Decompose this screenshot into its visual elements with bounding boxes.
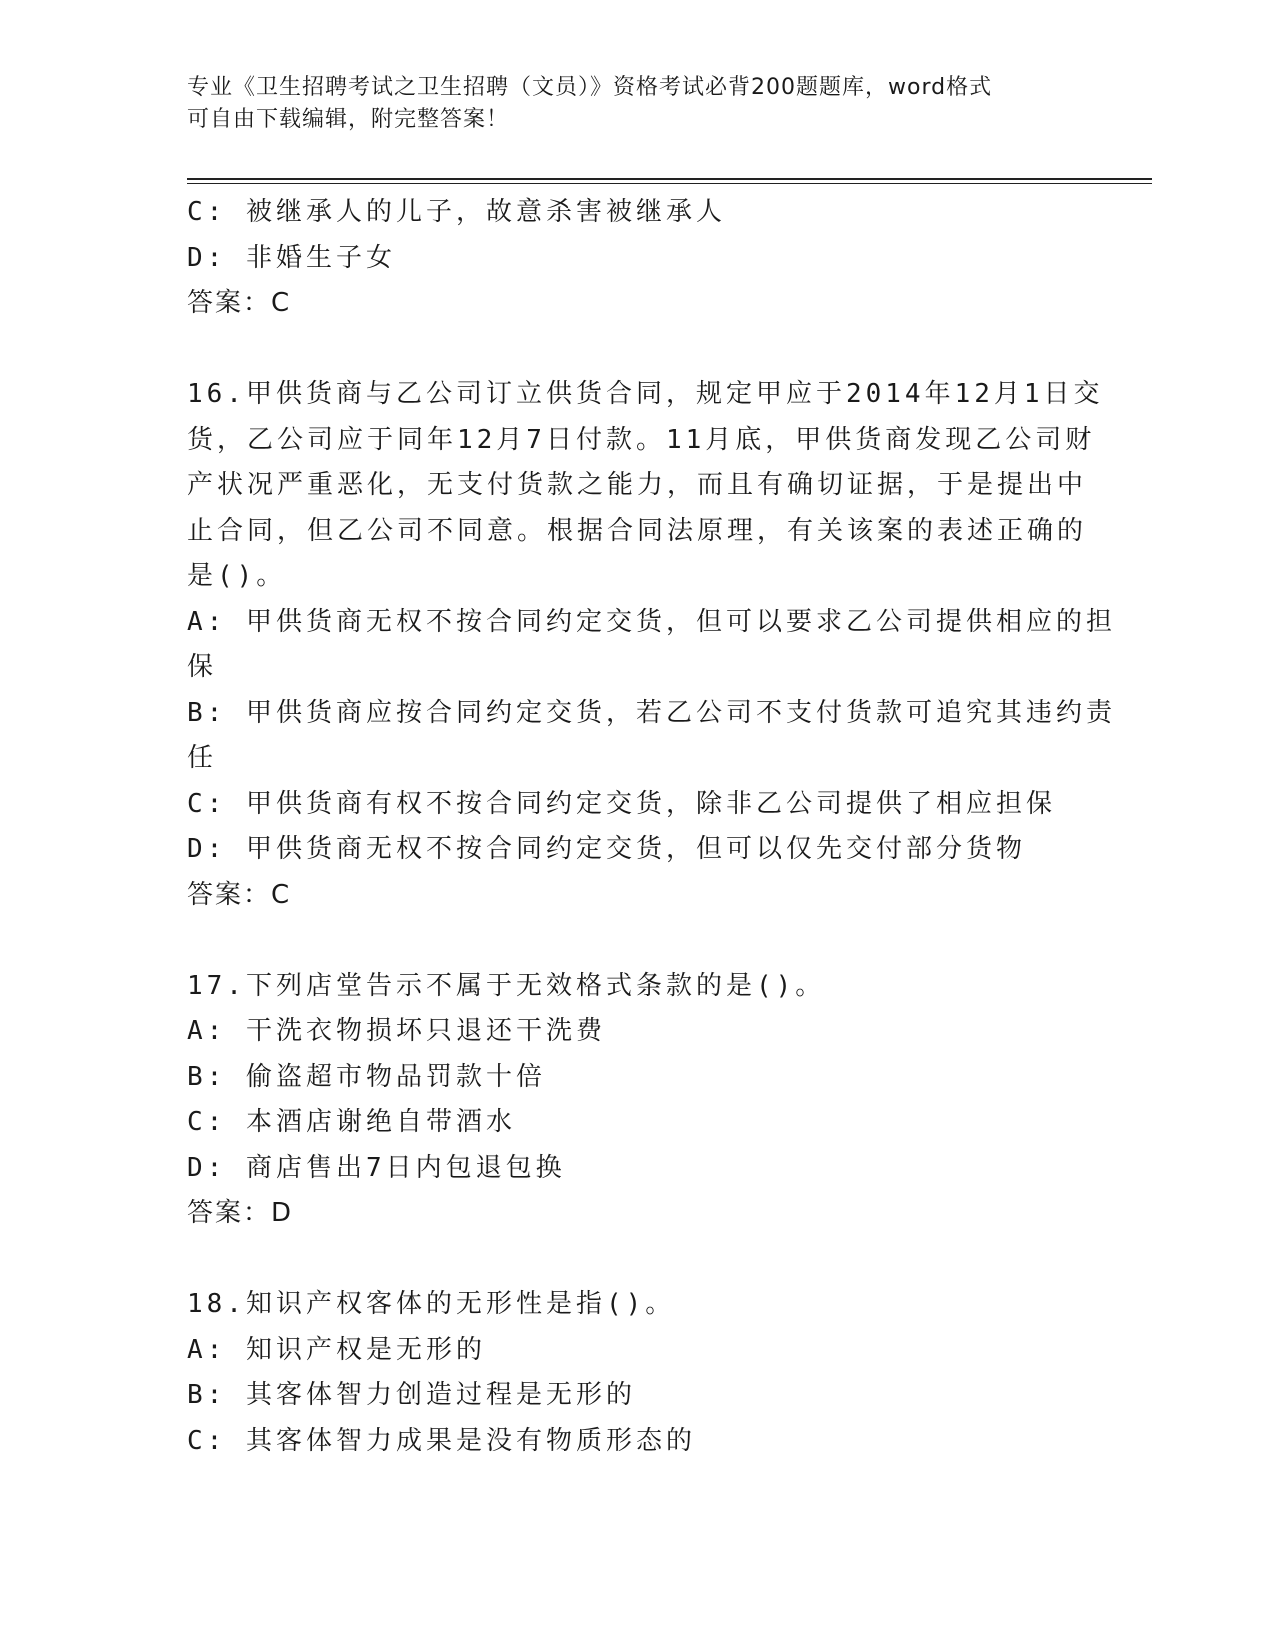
option-b: B: 其客体智力创造过程是无形的: [187, 1380, 636, 1410]
question-17: [187, 964, 1087, 1237]
question-16: [187, 372, 1116, 918]
header-title-line-1: 专业《卫生招聘考试之卫生招聘（文员）》资格考试必背200题题库，word格式: [187, 75, 993, 100]
previous-question-tail: [187, 190, 1087, 327]
question-stem-line: 止合同，但乙公司不同意。根据合同法原理，有关该案的表述正确的: [187, 515, 1088, 546]
document-header: [187, 72, 1087, 136]
option-b: B: 甲供货商应按合同约定交货，若乙公司不支付货款可追究其违约责: [187, 697, 1116, 728]
question-stem: 17.下列店堂告示不属于无效格式条款的是()。: [187, 970, 826, 1001]
option-b-continued: 任: [187, 743, 218, 773]
header-divider-thin: [187, 183, 1152, 184]
question-stem-line: 16.甲供货商与乙公司订立供货合同，规定甲应于2014年12月1日交: [187, 379, 1104, 409]
question-18: [187, 1282, 1087, 1464]
option-c: C: 被继承人的儿子，故意杀害被继承人: [187, 197, 726, 227]
question-stem-line: 货，乙公司应于同年12月7日付款。11月底，甲供货商发现乙公司财: [187, 424, 1096, 455]
option-c: C: 甲供货商有权不按合同约定交货，除非乙公司提供了相应担保: [187, 788, 1056, 819]
question-stem: 18.知识产权客体的无形性是指()。: [187, 1289, 676, 1319]
header-divider-thick: [187, 178, 1152, 180]
option-c: C: 本酒店谢绝自带酒水: [187, 1107, 516, 1137]
option-d: D: 非婚生子女: [187, 242, 396, 273]
option-a: A: 知识产权是无形的: [187, 1334, 486, 1365]
header-title-line-2: 可自由下载编辑，附完整答案！: [187, 107, 510, 132]
option-d: D: 甲供货商无权不按合同约定交货，但可以仅先交付部分货物: [187, 834, 1026, 864]
question-stem-line: 产状况严重恶化，无支付货款之能力，而且有确切证据，于是提出中: [187, 470, 1088, 500]
answer: 答案：C: [187, 288, 292, 318]
spacer: [187, 918, 1087, 964]
option-a-continued: 保: [187, 652, 218, 682]
answer: 答案：D: [187, 1198, 294, 1228]
option-a: A: 干洗衣物损坏只退还干洗费: [187, 1016, 606, 1046]
option-c: C: 其客体智力成果是没有物质形态的: [187, 1425, 696, 1456]
option-a: A: 甲供货商无权不按合同约定交货，但可以要求乙公司提供相应的担: [187, 606, 1116, 637]
question-stem-line: 是()。: [187, 561, 287, 591]
spacer: [187, 1237, 1087, 1283]
spacer: [187, 327, 1087, 373]
question-content: [187, 190, 1116, 1464]
option-b: B: 偷盗超市物品罚款十倍: [187, 1061, 546, 1092]
option-d: D: 商店售出7日内包退包换: [187, 1152, 566, 1183]
answer: 答案：C: [187, 879, 292, 910]
